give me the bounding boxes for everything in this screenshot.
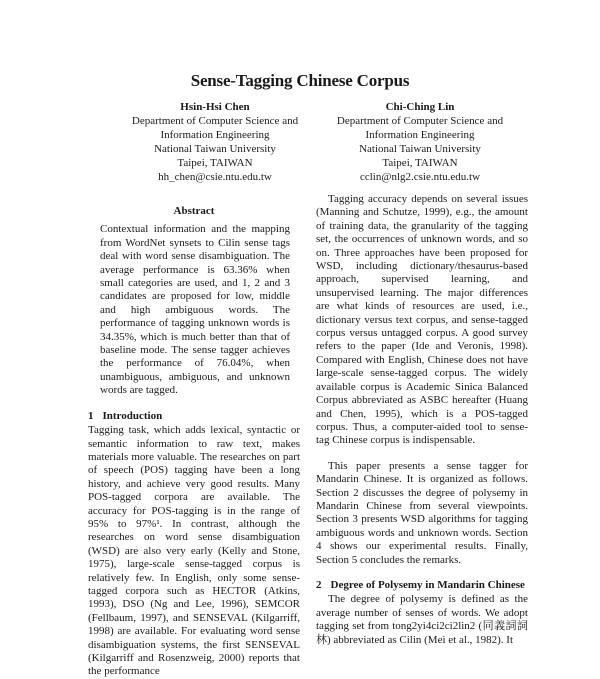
section-number: 2 [316,578,322,591]
body-paragraph: Tagging accuracy depends on several issues (Manning and Schutze, 1999), e.g., the amount of training data, the granularity of the tagging set, the occurrences of unknown words, and so on. Three approaches have been proposed for WSD, including dictionary/thesaurus-based approach, supervised learning, and unsupervised learning. The major differences are what kinds of resources are used, i.e., dictionary versus text corpus, and sense-tagged corpus versus untagged corpus. A good survey refers to the paper (Ide and Veronis, 1998). Compared with English, Chinese does not have large-scale sense-tagged corpus. The widely available corpus is Academic Sinica Balanced Corpus abbreviated as ASBC hereafter (Huang and Chen, 1995), which is a POS-tagged corpus. Thus, a computer-aided tool to sense-tag Chinese corpus is indispensable. [316,193,528,447]
author-block-2 [300,100,540,184]
abstract-text: Contextual information and the mapping from WordNet synsets to Cilin sense tags deal with word sense disambiguation. The average performance is 63.36% when small categories are used, and 1, 2 and 3 candidates are proposed for low, middle and high ambiguous words. The performance of tagging unknown words is 34.35%, which is much better than that of baseline mode. The sense tagger achieves the performance of 76.04%, when unambiguous, ambiguous, and unknown words are tagged. [100,223,290,397]
section-heading [88,410,300,423]
author-university: National Taiwan University [154,143,276,155]
author-block-1 [110,100,320,184]
section-number: 1 [88,409,94,422]
author-city: Taipei, TAIWAN [177,157,253,169]
author-department: Department of Computer Science and [131,115,299,127]
section-body: Tagging task, which adds lexical, syntactic or semantic information to raw text, makes materials more valuable. The researches on part of speech (POS) tagging have been a long history, and achieve very good results. Many POS-tagged corpora are available. The accuracy for POS-tagging is in the range of 95% to 97%¹. In contrast, although the researches on word sense disambiguation (WSD) are also very early (Kelly and Stone, 1975), large-scale sense-tagged corpus is relatively few. In English, only some sense-tagged corpora such as HECTOR (Atkins, 1993), DSO (Ng and Lee, 1996), SEMCOR (Fellbaum, 1997), and SENSEVAL (Kilgarriff, 1998) are available. For evaluating word sense disambiguation systems, the first SENSEVAL (Kilgarriff and Rosenzweig, 2000) reports that the performance [88,424,300,678]
section-heading [316,579,528,592]
section-title: Degree of Polysemy in Mandarin Chinese [330,578,525,591]
author-department: Department of Computer Science and [336,115,504,127]
left-column [88,205,300,679]
body-paragraph: This paper presents a sense tagger for Mandarin Chinese. It is organized as follows. Section 2 discusses the degree of polysemy in Mandarin Chinese from several viewpoints. Section 3 presents WSD algorithms for tagging ambiguous words and unknown words. Section 4 shows our experimental results. Finally, Section 5 concludes the remarks. [316,459,528,566]
author-name: Hsin-Hsi Chen [180,101,250,113]
paper-title: Sense-Tagging Chinese Corpus [190,71,410,90]
section-body: The degree of polysemy is defined as the average number of senses of words. We adopt tagging set from tong2yi4ci2ci2lin2 (同義詞詞林) abbreviated as Cilin (Mei et al., 1982). It [316,593,528,646]
author-name: Chi-Ching Lin [385,101,455,113]
abstract-heading: Abstract [173,205,215,217]
author-email: cclin@nlg2.csie.ntu.edu.tw [359,171,481,183]
author-department: Information Engineering [160,129,270,141]
right-column [316,193,528,647]
author-email: hh_chen@csie.ntu.edu.tw [158,171,272,183]
author-university: National Taiwan University [359,143,481,155]
section-title: Introduction [102,409,163,422]
author-department: Information Engineering [365,129,475,141]
author-city: Taipei, TAIWAN [382,157,458,169]
